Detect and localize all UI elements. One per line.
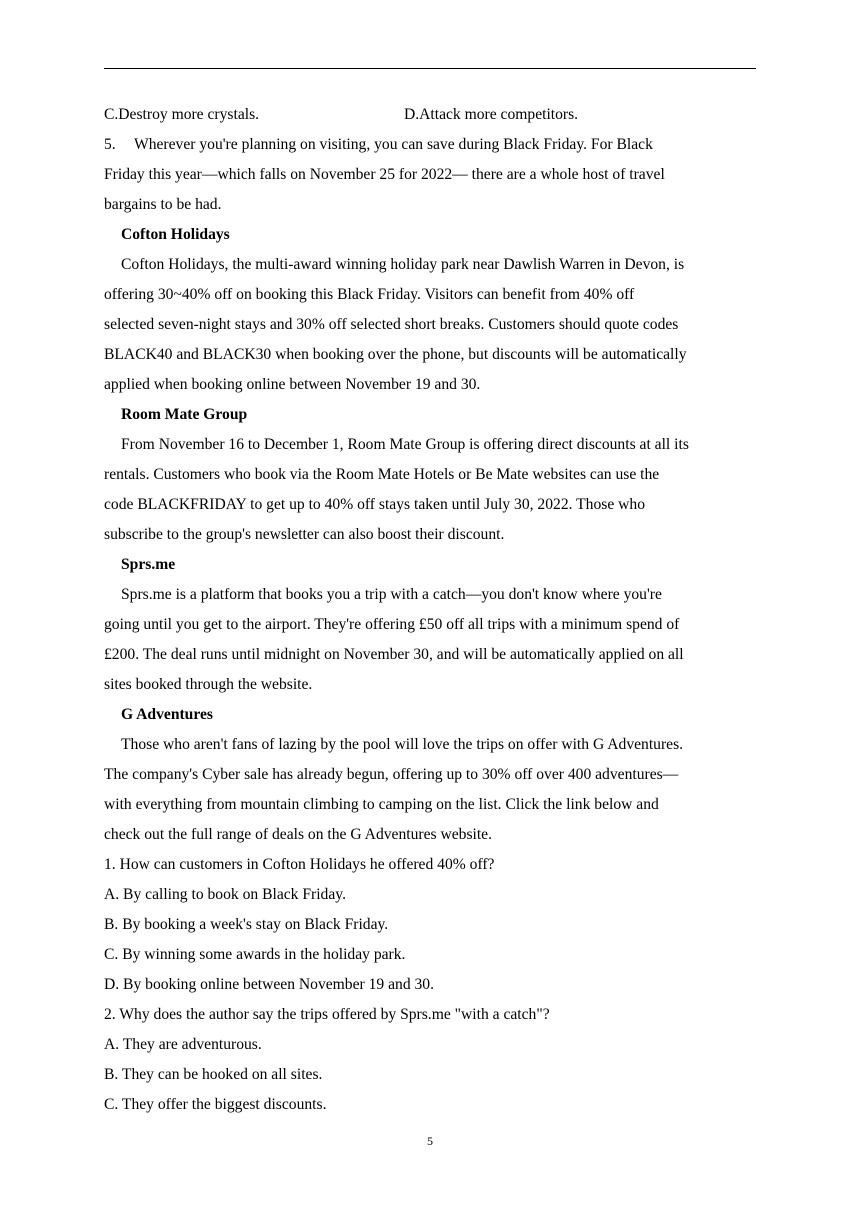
section-text-line: code BLACKFRIDAY to get up to 40% off stays taken until July 30, 2022. Those who bbox=[104, 496, 645, 513]
section-text-line: subscribe to the group's newsletter can also boost their discount. bbox=[104, 526, 505, 543]
section-text-line: Those who aren't fans of lazing by the pool will love the trips on offer with G Adventures. bbox=[121, 736, 684, 753]
section-heading-g-adventures: G Adventures bbox=[121, 706, 213, 723]
question-2-stem: 2. Why does the author say the trips offered by Sprs.me "with a catch"? bbox=[104, 1006, 550, 1023]
section-text-line: From November 16 to December 1, Room Mate Group is offering direct discounts at all its bbox=[121, 436, 689, 453]
prev-question-options bbox=[104, 100, 756, 130]
section-text-line: rentals. Customers who book via the Room Mate Hotels or Be Mate websites can use the bbox=[104, 466, 660, 483]
section-text-line: Cofton Holidays, the multi-award winning holiday park near Dawlish Warren in Devon, is bbox=[121, 256, 685, 273]
section-heading-room-mate: Room Mate Group bbox=[121, 406, 248, 423]
section-text-line: check out the full range of deals on the G Adventures website. bbox=[104, 826, 492, 843]
section-text-line: Sprs.me is a platform that books you a trip with a catch—you don't know where you're bbox=[121, 586, 662, 603]
question-1-option-d: D. By booking online between November 19 and 30. bbox=[104, 976, 435, 993]
question-1-option-b: B. By booking a week's stay on Black Friday. bbox=[104, 916, 389, 933]
passage-intro-line: Friday this year—which falls on November 25 for 2022— there are a whole host of travel bbox=[104, 166, 665, 183]
passage-number: 5. bbox=[104, 136, 116, 153]
section-text-line: going until you get to the airport. They're offering £50 off all trips with a minimum spend of bbox=[104, 616, 680, 633]
question-1-stem: 1. How can customers in Cofton Holidays he offered 40% off? bbox=[104, 856, 495, 873]
section-text-line: selected seven-night stays and 30% off selected short breaks. Customers should quote codes bbox=[104, 316, 679, 333]
question-2-option-b: B. They can be hooked on all sites. bbox=[104, 1066, 323, 1083]
section-heading-sprs: Sprs.me bbox=[121, 556, 176, 573]
question-1-option-a: A. By calling to book on Black Friday. bbox=[104, 886, 346, 903]
section-text-line: offering 30~40% off on booking this Black Friday. Visitors can benefit from 40% off bbox=[104, 286, 635, 303]
header-rule bbox=[104, 68, 756, 69]
question-2-option-c: C. They offer the biggest discounts. bbox=[104, 1096, 327, 1113]
section-text-line: BLACK40 and BLACK30 when booking over the phone, but discounts will be automatically bbox=[104, 346, 687, 363]
section-text-line: sites booked through the website. bbox=[104, 676, 313, 693]
section-text-line: with everything from mountain climbing to camping on the list. Click the link below and bbox=[104, 796, 659, 813]
page-number: 5 bbox=[427, 1134, 433, 1148]
question-2-option-a: A. They are adventurous. bbox=[104, 1036, 262, 1053]
passage-intro-line: 5. Wherever you're planning on visiting, you can save during Black Friday. For Black bbox=[104, 130, 756, 160]
section-text-line: The company's Cyber sale has already begun, offering up to 30% off over 400 adventures— bbox=[104, 766, 679, 783]
section-heading-cofton: Cofton Holidays bbox=[121, 226, 230, 243]
section-text-line: £200. The deal runs until midnight on November 30, and will be automatically applied on all bbox=[104, 646, 684, 663]
section-text-line: applied when booking online between November 19 and 30. bbox=[104, 376, 481, 393]
passage-intro-line: bargains to be had. bbox=[104, 196, 222, 213]
option-d: D.Attack more competitors. bbox=[404, 106, 579, 123]
option-c: C.Destroy more crystals. bbox=[104, 106, 260, 123]
question-1-option-c: C. By winning some awards in the holiday park. bbox=[104, 946, 406, 963]
page-content bbox=[104, 100, 756, 1120]
